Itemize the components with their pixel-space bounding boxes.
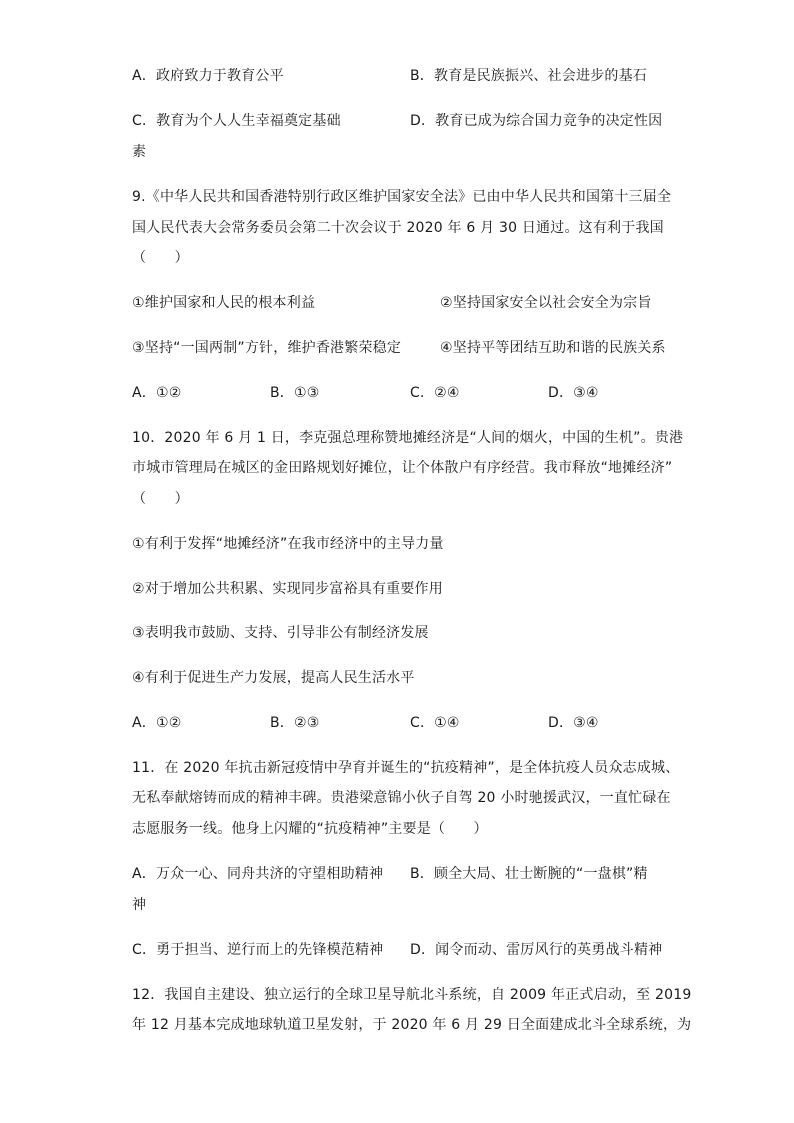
q9-statement-3: ③坚持“一国两制”方针，维护香港繁荣稳定 (132, 340, 402, 356)
q10-option-d: D．③④ (548, 715, 599, 731)
q10-statement-4: ④有利于促进生产力发展，提高人民生活水平 (132, 670, 415, 686)
q9-answer-blank: （ ） (132, 250, 189, 266)
q8-option-d: D．教育已成为综合国力竞争的决定性因 (410, 113, 663, 129)
q12-stem-line-1: 12．我国自主建设、独立运行的全球卫星导航北斗系统，自 2009 年正式启动，至 2019 (132, 987, 692, 1003)
q11-stem-line-2: 无私奉献熔铸而成的精神丰碑。贵港梁意锦小伙子自驾 20 小时驰援武汉，一直忙碌在 (132, 790, 671, 806)
q9-option-c: C．②④ (410, 385, 460, 401)
q8-option-b: B．教育是民族振兴、社会进步的基石 (410, 68, 648, 84)
q10-statement-3: ③表明我市鼓励、支持、引导非公有制经济发展 (132, 625, 429, 641)
q8-option-d-continued: 素 (132, 144, 147, 160)
q11-option-c: C．勇于担当、逆行而上的先锋模范精神 (132, 942, 384, 958)
q8-option-a: A．政府致力于教育公平 (132, 68, 284, 84)
q9-option-a: A．①② (132, 385, 182, 401)
q9-option-d: D．③④ (548, 385, 599, 401)
q10-stem-line-2: 市城市管理局在城区的金田路规划好摊位，让个体散户有序经营。我市释放“地摊经济” (132, 460, 673, 476)
q10-answer-blank: （ ） (132, 491, 189, 507)
q9-statement-2: ②坚持国家安全以社会安全为宗旨 (440, 295, 652, 311)
q10-statement-2: ②对于增加公共积累、实现同步富裕具有重要作用 (132, 581, 443, 597)
q9-statement-1: ①维护国家和人民的根本利益 (132, 295, 316, 311)
q10-stem-line-1: 10．2020 年 6 月 1 日，李克强总理称赞地摊经济是“人间的烟火，中国的生机”。贵港 (132, 430, 684, 446)
q10-option-c: C．①④ (410, 715, 460, 731)
q11-option-b: B．顾全大局、壮士断腕的“一盘棋”精 (410, 866, 648, 882)
q9-stem-line-1: 9.《中华人民共和国香港特别行政区维护国家安全法》已由中华人民共和国第十三届全 (132, 189, 672, 205)
q9-option-b: B．①③ (270, 385, 320, 401)
q11-option-b-continued: 神 (132, 897, 147, 913)
q11-option-d: D．闻令而动、雷厉风行的英勇战斗精神 (410, 942, 663, 958)
q10-statement-1: ①有利于发挥“地摊经济”在我市经济中的主导力量 (132, 536, 444, 552)
q9-statement-4: ④坚持平等团结互助和谐的民族关系 (440, 340, 666, 356)
q11-option-a: A．万众一心、同舟共济的守望相助精神 (132, 866, 384, 882)
q10-option-a: A．①② (132, 715, 182, 731)
q11-stem-line-3: 志愿服务一线。他身上闪耀的“抗疫精神”主要是（ ） (132, 821, 488, 837)
q8-option-c: C．教育为个人人生幸福奠定基础 (132, 113, 341, 129)
q10-option-b: B．②③ (270, 715, 320, 731)
q9-stem-line-2: 国人民代表大会常务委员会第二十次会议于 2020 年 6 月 30 日通过。这有利于我国 (132, 220, 664, 236)
q11-stem-line-1: 11．在 2020 年抗击新冠疫情中孕育并诞生的“抗疫精神”，是全体抗疫人员众志成城、 (132, 760, 680, 776)
q12-stem-line-2: 年 12 月基本完成地球轨道卫星发射，于 2020 年 6 月 29 日全面建成北斗全球系统，为 (132, 1017, 692, 1033)
